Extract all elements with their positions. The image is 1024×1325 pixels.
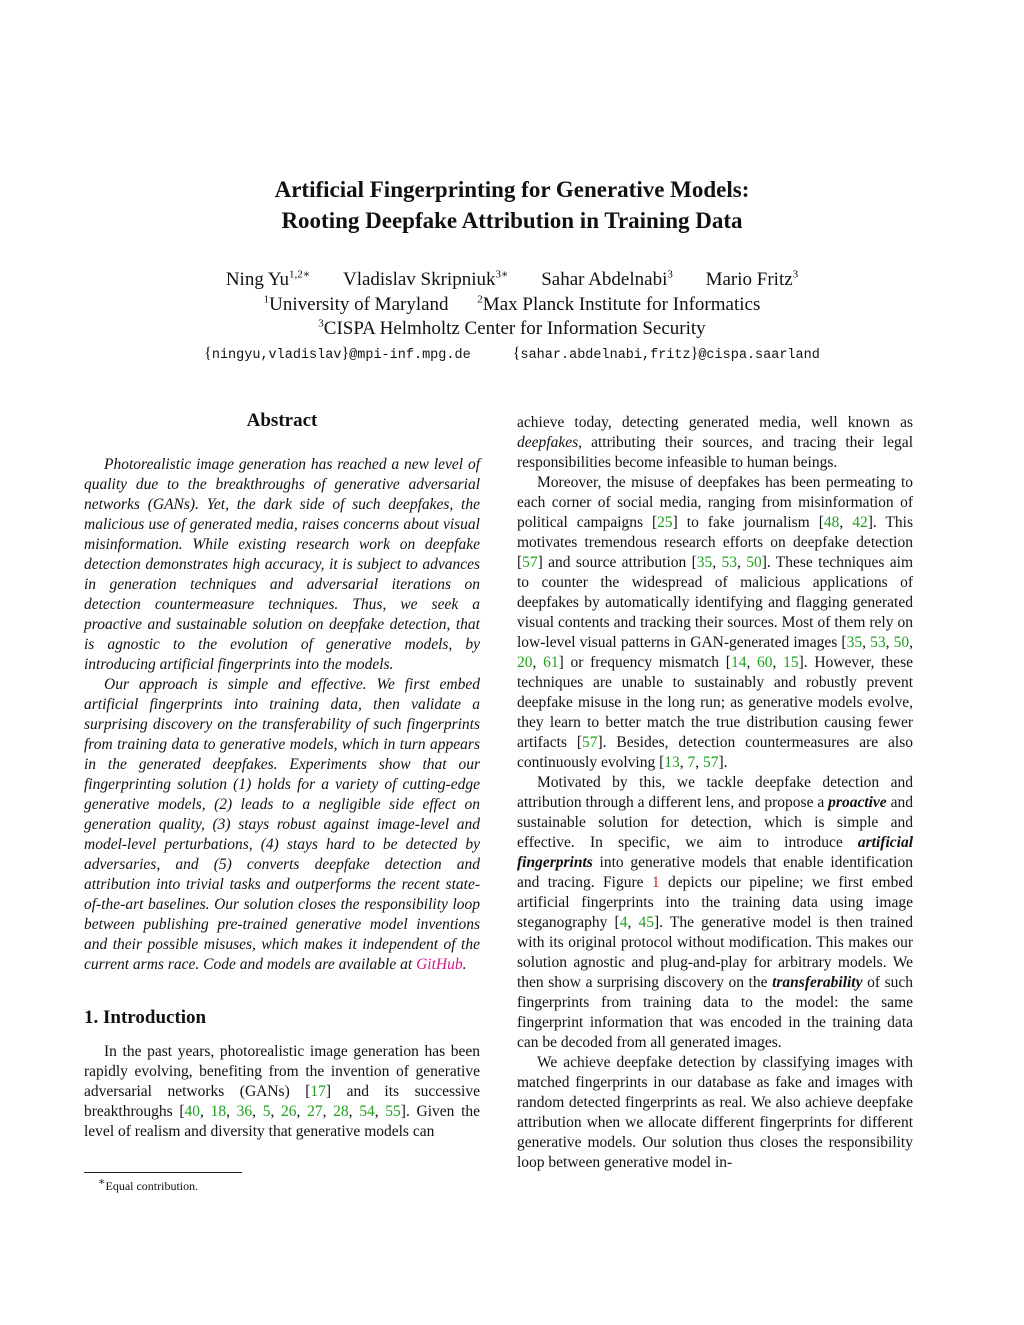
email-group[interactable] (512, 345, 820, 363)
brace-open: { (512, 345, 521, 362)
intro-paragraph-2: Moreover, the misuse of deepfakes has been permeating to each corner of social media, ranging from misinformation of political campaigns [25] to fake journalism [48, 42]. This motivates tremendous research efforts on deepfake detection [57] and source attribution [35, 53, 50]. These techniques aim to counter the widespread of malicious applications of deepfakes by automatically identifying and flagging generated visual contents and tracking their sources. Most of them rely on low-level visual patterns in GAN-generated images [35, 53, 50, 20, 61] or frequency mismatch [14, 60, 15]. However, these techniques are unable to sustainably and robustly prevent deepfake misuse in the long run; as generative models evolve, they learn to better match the true distribution causing fewer artifacts [57]. Besides, detection countermeasures are also continuously evolving [13, 7, 57]. (517, 474, 914, 771)
text-run: ]. Given the level of realism and diversity that generative models can (84, 1103, 481, 1140)
text-run: ]. This motivates tremendous research efforts on deepfake detection [ (517, 514, 913, 571)
intro-paragraph-4: We achieve deepfake detection by classifying images with matched fingerprints in our database as fake and images with random detected fingerprints as real. We also achieve deepfake attribution when we allocate different fingerprints for different generative models. Our solution thus closes the responsibility loop between generative model in- (517, 1054, 913, 1171)
text-run: ] to fake journalism [ (672, 514, 824, 531)
text-run: ]. However, these techniques are unable to sustainably and robustly prevent deepfake misuse in the long run; as generative models evolve, they learn to better match the true distribution causing fewer artifacts [ (517, 654, 914, 751)
right-column (517, 413, 913, 1173)
text-run: Motivated by this, we tackle deepfake detection and attribution through a different lens, and propose a (517, 774, 913, 811)
title-line-2: Rooting Deepfake Attribution in Training Data (281, 208, 743, 233)
abstract-text: Our approach is simple and effective. We first embed artificial fingerprints into training data, then validate a surprising discovery on the transferability of such fingerprints from training data to generative models, which in turn appears in the generated deepfakes. Experiments show that our fingerprinting solution (1) holds for a variety of cutting-edge generative models, (2) leads to a negligible side effect on generation quality, (3) stays robust against image-level and model-level perturbations, (4) stays hard to be detected by adversaries, and (5) converts deepfake detection and attribution into trivial tasks and outperforms the recent state-of-the-art baselines. Our solution closes the responsibility loop between publishing pre-trained generative model inventions and their possible misuses, which makes it independent of the current arms race. Code and models are available at (84, 676, 480, 973)
citation-link[interactable]: 50 (746, 554, 762, 571)
text-run: ] and its successive breakthroughs [ (84, 1083, 480, 1120)
text-run: ]. (718, 754, 728, 771)
citation-link[interactable]: 7 (687, 754, 696, 771)
author-affil-mark: 3 (792, 268, 799, 281)
email-users: sahar.abdelnabi,fritz (520, 348, 691, 363)
affiliation-line-1 (0, 293, 1024, 317)
citation-link[interactable]: 60 (757, 654, 773, 671)
author-emails (0, 344, 1024, 366)
citation-link[interactable]: 15 (783, 654, 799, 671)
affiliation-mark: 1 (263, 293, 270, 306)
email-domain: @cispa.saarland (698, 348, 820, 363)
citation-link[interactable]: 57 (581, 734, 598, 751)
author (343, 269, 509, 290)
citation-link[interactable]: 14 (730, 654, 747, 671)
text-run: depicts our pipeline; we first embed artificial fingerprints into the training data using image steganography [ (517, 874, 913, 931)
citation-link[interactable]: 45 (638, 914, 654, 931)
emphasis-term: deepfakes (517, 434, 579, 451)
citation-link[interactable]: 20 (517, 654, 533, 671)
intro-paragraph-1: In the past years, photorealistic image generation has been rapidly evolving, benefiting from the invention of generative adversarial networks (GANs) [17] and its successive breakthroughs [40, 18, 36, 5, 26, 27, 28, 54, 55]. Given the level of realism and diversity that generative models can (84, 1043, 481, 1140)
text-run: ]. The generative model is then trained with its original protocol without modification. This makes our solution agnostic and plug-and-play for arbitrary models. We then show a surprising discovery on the (517, 914, 913, 991)
text-run: ]. These techniques aim to counter the widespread of malicious applications of deepfakes by automatically identifying and flagging generated visual contents and tracking their sources. Most of them rely on low-level visual patterns in GAN-generated images [ (517, 554, 914, 651)
citation-link[interactable]: 36 (236, 1103, 253, 1120)
author (706, 269, 799, 290)
emphasis-term: transferability (772, 974, 863, 991)
citation-link[interactable]: 35 (846, 634, 863, 651)
affiliation-mark: 3 (318, 317, 324, 330)
abstract-paragraph-2 (84, 675, 480, 975)
title-line-1: Artificial Fingerprinting for Generative Models: (274, 177, 750, 202)
citation-link[interactable]: 54 (359, 1103, 375, 1120)
citation-link[interactable]: 57 (703, 754, 719, 771)
citation-link[interactable]: 25 (657, 514, 673, 531)
author-name: Sahar Abdelnabi (541, 269, 668, 290)
citation-link[interactable]: 53 (870, 634, 886, 651)
intro-paragraph-3: Motivated by this, we tackle deepfake detection and attribution through a different lens, and propose a proactive and sustainable solution for detection, which is simple and effective. In specific, we aim to introduce artificial fingerprints into generative models that enable identification and tracing. Figure 1 depicts our pipeline; we first embed artificial fingerprints into the training data using image steganography [4, 45]. The generative model is then trained with its original protocol without modification. This makes our solution agnostic and plug-and-play for arbitrary models. We then show a surprising discovery on the transferability of such fingerprints from training data to the model: the same fingerprint information that was encoded in the training data can be decoded from all generated images. (517, 774, 913, 1051)
brace-close: } (341, 345, 350, 362)
abstract-heading: Abstract (246, 410, 318, 431)
author-list (0, 268, 1024, 292)
emphasis-term: proactive (828, 794, 887, 811)
intro-paragraph-1-continued (517, 413, 913, 473)
citation-link[interactable]: 48 (823, 514, 840, 531)
email-domain: @mpi-inf.mpg.de (349, 348, 471, 363)
author-affil-mark: 1,2∗ (288, 268, 311, 281)
citation-link[interactable]: 57 (522, 554, 538, 571)
text-run: of such fingerprints from training data to the model: the same fingerprint information that was encoded in the training data can be decoded from all generated images. (517, 974, 913, 1051)
affiliation-mark: 2 (477, 293, 483, 306)
citation-link[interactable]: 4 (619, 914, 628, 931)
affiliation-name: University of Maryland (269, 294, 449, 315)
citation-link[interactable]: 5 (262, 1103, 271, 1120)
github-link[interactable]: GitHub (416, 956, 463, 973)
footnote-text: Equal contribution. (105, 1179, 199, 1193)
citation-link[interactable]: 42 (852, 514, 868, 531)
figure-ref-link[interactable]: 1 (651, 874, 660, 891)
text-run: ]. Besides, detection countermeasures are also continuously evolving [ (517, 734, 913, 771)
citation-link[interactable]: 26 (281, 1103, 297, 1120)
footnote-rule (84, 1172, 242, 1173)
text-run: ] or frequency mismatch [ (558, 654, 731, 671)
text-run: , attributing their sources, and tracing their legal responsibilities become infeasible to human beings. (517, 434, 913, 471)
text-run: into generative models that enable identification and tracing. Figure (517, 854, 913, 891)
left-column (84, 408, 480, 1142)
text-run: and sustainable solution for detection, which is simple and effective. In specific, we aim to introduce (517, 794, 913, 851)
section-heading-introduction: 1. Introduction (84, 1007, 207, 1028)
affiliation (477, 294, 760, 315)
author-name: Vladislav Skripniuk (342, 269, 496, 290)
affiliation (264, 294, 449, 315)
author-name: Ning Yu (225, 269, 289, 290)
text-run: achieve today, detecting generated media, well known as (517, 414, 913, 431)
footnote (98, 1178, 198, 1194)
email-group[interactable] (204, 345, 471, 363)
citation-link[interactable]: 50 (893, 634, 910, 651)
author (541, 269, 673, 290)
author-name: Mario Fritz (705, 269, 793, 290)
footnote-mark: ∗ (98, 1176, 106, 1188)
citation-link[interactable]: 13 (664, 754, 680, 771)
citation-link[interactable]: 17 (310, 1083, 326, 1100)
text-run: ] and source attribution [ (537, 554, 697, 571)
citation-link[interactable]: 27 (307, 1103, 323, 1120)
author-affil-mark: 3 (667, 268, 673, 281)
affiliation-line-2 (0, 317, 1024, 341)
email-users: ningyu,vladislav (211, 348, 342, 363)
citation-link[interactable]: 35 (696, 554, 713, 571)
brace-open: { (204, 345, 212, 362)
author-affil-mark: 3∗ (495, 268, 509, 281)
text-run: Moreover, the misuse of deepfakes has been permeating to each corner of social media, ranging from misinformation of political campaigns [ (517, 474, 913, 531)
author (226, 269, 310, 290)
citation-link[interactable]: 55 (385, 1103, 401, 1120)
citation-link[interactable]: 53 (721, 554, 737, 571)
citation-link[interactable]: 40 (184, 1103, 201, 1120)
affiliation (318, 318, 705, 339)
paper-title (0, 174, 1024, 236)
affiliation-name: CISPA Helmholtz Center for Information Security (323, 318, 706, 339)
citation-link[interactable]: 28 (333, 1103, 349, 1120)
text-run: In the past years, photorealistic image generation has been rapidly evolving, benefiting from the invention of generative adversarial networks (GANs) [ (84, 1043, 480, 1100)
abstract-end: . (462, 956, 467, 973)
abstract-paragraph-1: Photorealistic image generation has reached a new level of quality due to the breakthroughs of generative adversarial networks (GANs). Yet, the dark side of such deepfakes, the malicious use of generated media, raises concerns about visual misinformation. While existing research work on deepfake detection demonstrates high accuracy, it is subject to advances in generation techniques and adversarial iterations on detection countermeasure techniques. Thus, we seek a proactive and sustainable solution on deepfake detection, that is agnostic to the evolution of generative models, by introducing artificial fingerprints into the models. (84, 456, 480, 673)
citation-link[interactable]: 18 (210, 1103, 227, 1120)
brace-close: } (690, 345, 699, 362)
affiliation-name: Max Planck Institute for Informatics (482, 294, 761, 315)
citation-link[interactable]: 61 (543, 654, 559, 671)
emphasis-term: artificial fingerprints (517, 834, 913, 871)
